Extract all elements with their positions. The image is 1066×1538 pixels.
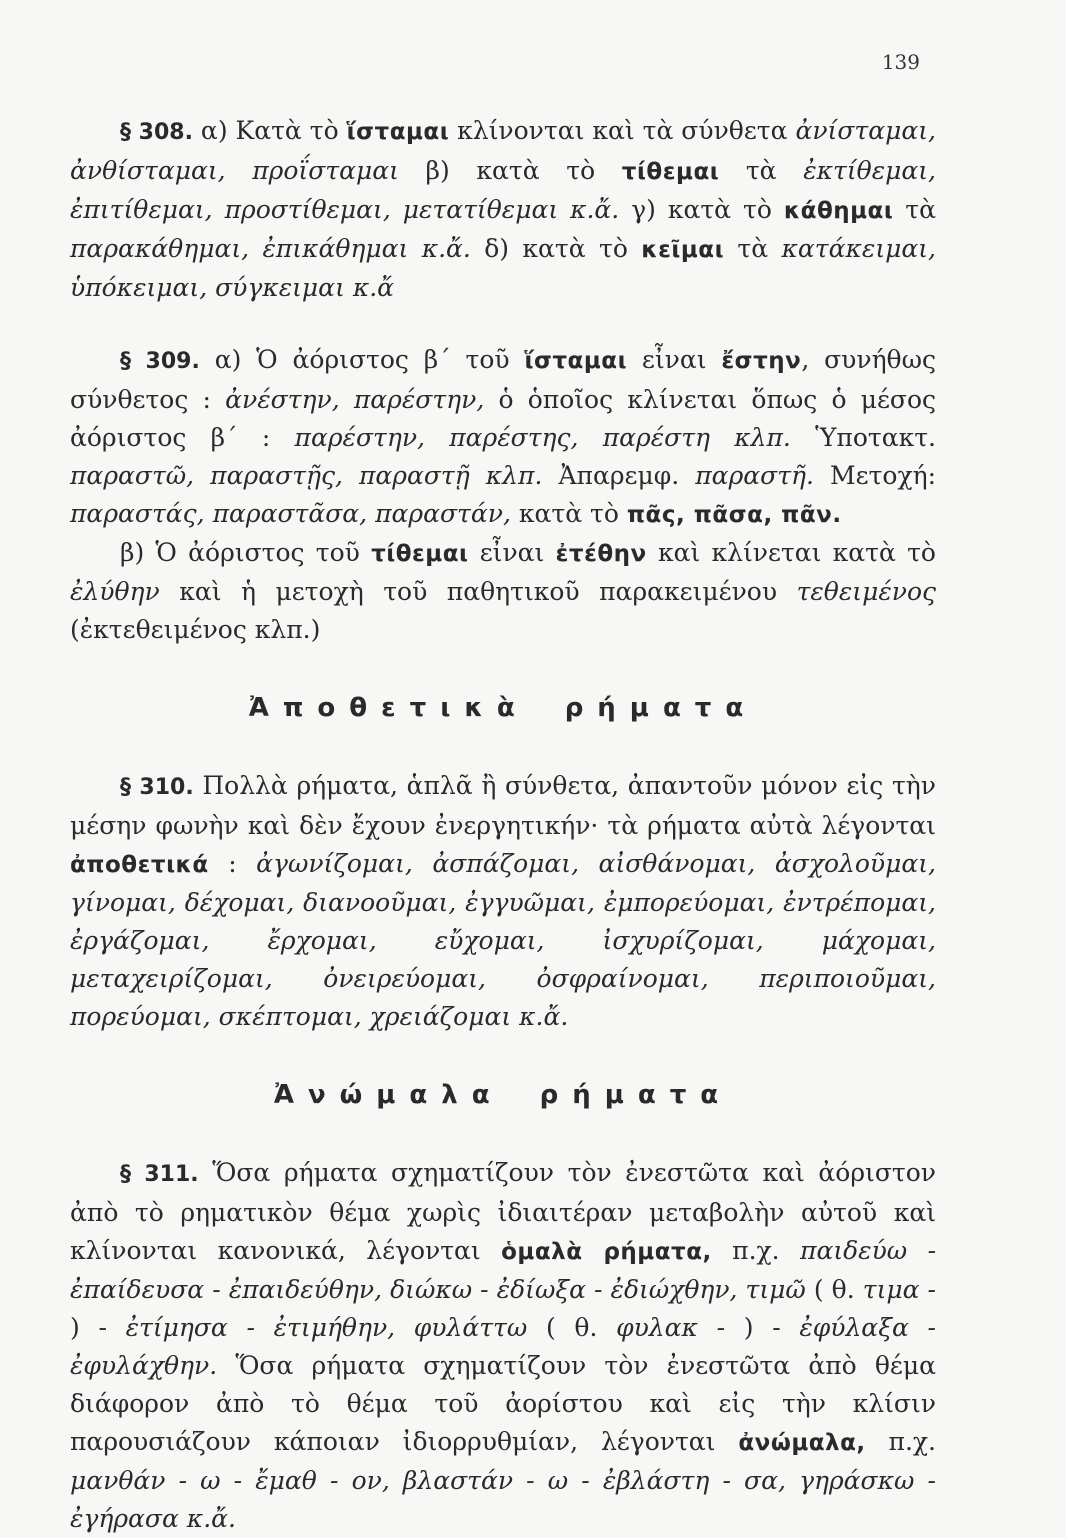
keyword: κεῖμαι (641, 237, 725, 263)
text: β) Ὁ ἀόριστος τοῦ (120, 538, 372, 567)
italic-text: παραστάς, παραστᾶσα, παραστάν, (70, 499, 511, 528)
italic-text: ἐφύλαξα - ἐφυλάχθην. (70, 1313, 936, 1380)
italic-text: παιδεύω - ἐπαίδευσα - ἐπαιδεύθην, διώκω - ἐδίωξα - ἐδιώχθην, τιμῶ (70, 1236, 937, 1304)
text: κλίνονται καὶ τὰ σύνθετα (449, 116, 796, 145)
text: τὰ (719, 156, 804, 185)
section-number: § 309. (120, 349, 200, 374)
italic-text: τεθειμένος (796, 577, 936, 606)
keyword: ἔστην (721, 348, 802, 374)
italic-text: ἐκτίθεμαι, ἐπιτίθεμαι, προστίθεμαι, μετατίθεμαι κ.ἄ. (70, 156, 936, 224)
text: κατὰ τὸ (510, 499, 627, 528)
text: εἶναι (627, 345, 722, 374)
text: εἶναι (468, 538, 556, 567)
text: , συνήθως σύνθετος : (70, 345, 936, 414)
heading-deponent-verbs (70, 689, 936, 727)
text: π.χ. (711, 1236, 801, 1265)
text: καὶ ἡ μετοχὴ τοῦ παθητικοῦ παρακειμένου (159, 577, 797, 606)
italic-text: παραστῆ. (695, 461, 814, 490)
italic-text: μανθάν - ω - ἔμαθ - ον, βλαστάν - ω - ἐβλάστη - σα, γηράσκω - ἐγήρασα κ.ἄ. (70, 1466, 936, 1533)
text: ( θ. (805, 1275, 863, 1304)
section-number: § 311. (120, 1162, 199, 1187)
text: β) κατὰ τὸ (398, 156, 622, 185)
text: Μετοχή: (813, 461, 937, 490)
text: ) - (70, 1313, 126, 1342)
text: τὰ (724, 234, 782, 263)
page-number: 139 (881, 50, 920, 74)
keyword: ἐτέθην (555, 541, 647, 567)
italic-text: παρέστην, παρέστης, παρέστη κλπ. (294, 423, 791, 452)
italic-text: φυλακ - (616, 1313, 726, 1342)
text: καὶ κλίνεται κατὰ τὸ (646, 538, 936, 567)
text: τὰ (893, 195, 936, 224)
paragraph-310 (70, 767, 936, 1036)
text: ) - (725, 1313, 800, 1342)
section-number: § 310. (120, 775, 194, 800)
paragraph-309a (70, 341, 936, 534)
italic-text: ἀνέστην, παρέστην, (225, 385, 485, 414)
keyword: ὁμαλὰ ρήματα, (501, 1239, 712, 1265)
heading-word: ρήματα (539, 1080, 733, 1110)
section-number: § 308. (120, 120, 193, 145)
keyword: πᾶς, πᾶσα, πᾶν. (626, 502, 842, 528)
heading-word: Ἀνώμαλα (273, 1080, 504, 1110)
text: ( θ. (527, 1313, 617, 1342)
text: Ὅσα ρήματα σχηματίζουν τὸν ἐνεστῶτα ἀπὸ θέμα διάφορον ἀπὸ τὸ θέμα τοῦ ἀορίστου καὶ εἰς τὴν κλίσιν παρουσιάζουν κάποιαν ἰδιορρυθμίαν, λέγονται (70, 1351, 936, 1456)
italic-text: κατάκειμαι, ὑπόκειμαι, σύγκειμαι κ.ἄ (70, 234, 936, 302)
text: α) Ὁ ἀόριστος β΄ τοῦ (199, 345, 525, 374)
keyword: ἵσταμαι (524, 348, 628, 374)
italic-text: ἐλύθην (70, 577, 160, 606)
paragraph-308 (70, 112, 936, 307)
keyword: τίθεμαι (621, 159, 720, 185)
paragraph-311 (70, 1154, 936, 1538)
paragraph-309b (70, 534, 936, 649)
keyword: κάθημαι (783, 198, 894, 224)
heading-irregular-verbs (70, 1076, 936, 1114)
text: Πολλὰ ρήματα, ἁπλᾶ ἢ σύνθετα, ἀπαντοῦν μόνον εἰς τὴν μέσην φωνὴν καὶ δὲν ἔχουν ἐνεργητικήν· τὰ ρήματα αὐτὰ λέγονται (70, 771, 936, 840)
text: π.χ. (865, 1427, 937, 1456)
italic-text: παραστῶ, παραστῇς, παραστῇ κλπ. (70, 461, 543, 490)
keyword: ἵσταμαι (346, 119, 450, 145)
text: γ) κατὰ τὸ (619, 195, 784, 224)
text: Ἀπαρεμφ. (542, 461, 696, 490)
italic-text: τιμα - (862, 1275, 936, 1304)
text: Ὅσα ρήματα σχηματίζουν τὸν ἐνεστῶτα καὶ ἀόριστον ἀπὸ τὸ ρηματικὸν θέμα χωρὶς ἰδιαιτέραν μεταβολὴν αὐτοῦ καὶ κλίνονται κανονικά, λέγονται (70, 1158, 936, 1265)
italic-text: ἀγωνίζομαι, ἀσπάζομαι, αἰσθάνομαι, ἀσχολοῦμαι, γίνομαι, δέχομαι, διανοοῦμαι, ἐγγυῶμαι, ἐμπορεύομαι, ἐντρέπομαι, ἐργάζομαι, ἔρχομαι, εὔχομαι, ἰσχυρίζομαι, μάχομαι, μεταχειρίζομαι, ὀνειρεύομαι, ὀσφραίνομαι, περιποιοῦμαι, πορεύομαι, σκέπτομαι, χρειάζομαι κ.ἄ. (70, 849, 936, 1031)
text: ὁ ὁποῖος κλίνεται ὅπως ὁ μέσος ἀόριστος β΄ : (70, 385, 937, 452)
text: (ἐκτεθειμένος κλπ.) (70, 615, 321, 644)
keyword: ἀποθετικά (70, 852, 209, 878)
text: : (208, 849, 257, 878)
text: Ὑποτακτ. (790, 423, 937, 452)
keyword: τίθεμαι (371, 541, 469, 567)
page-content (70, 112, 936, 1538)
heading-word: Ἀποθετικὰ (248, 693, 529, 723)
text: α) Κατὰ τὸ (192, 116, 347, 145)
heading-word: ρήματα (564, 693, 758, 723)
italic-text: παρακάθημαι, ἐπικάθημαι κ.ἄ. (70, 234, 471, 263)
text: δ) κατὰ τὸ (470, 234, 642, 263)
italic-text: ἀνίσταμαι, ἀνθίσταμαι, προΐσταμαι (70, 116, 937, 185)
keyword: ἀνώμαλα, (738, 1430, 866, 1456)
italic-text: ἐτίμησα - ἐτιμήθην, φυλάττω (125, 1313, 528, 1342)
